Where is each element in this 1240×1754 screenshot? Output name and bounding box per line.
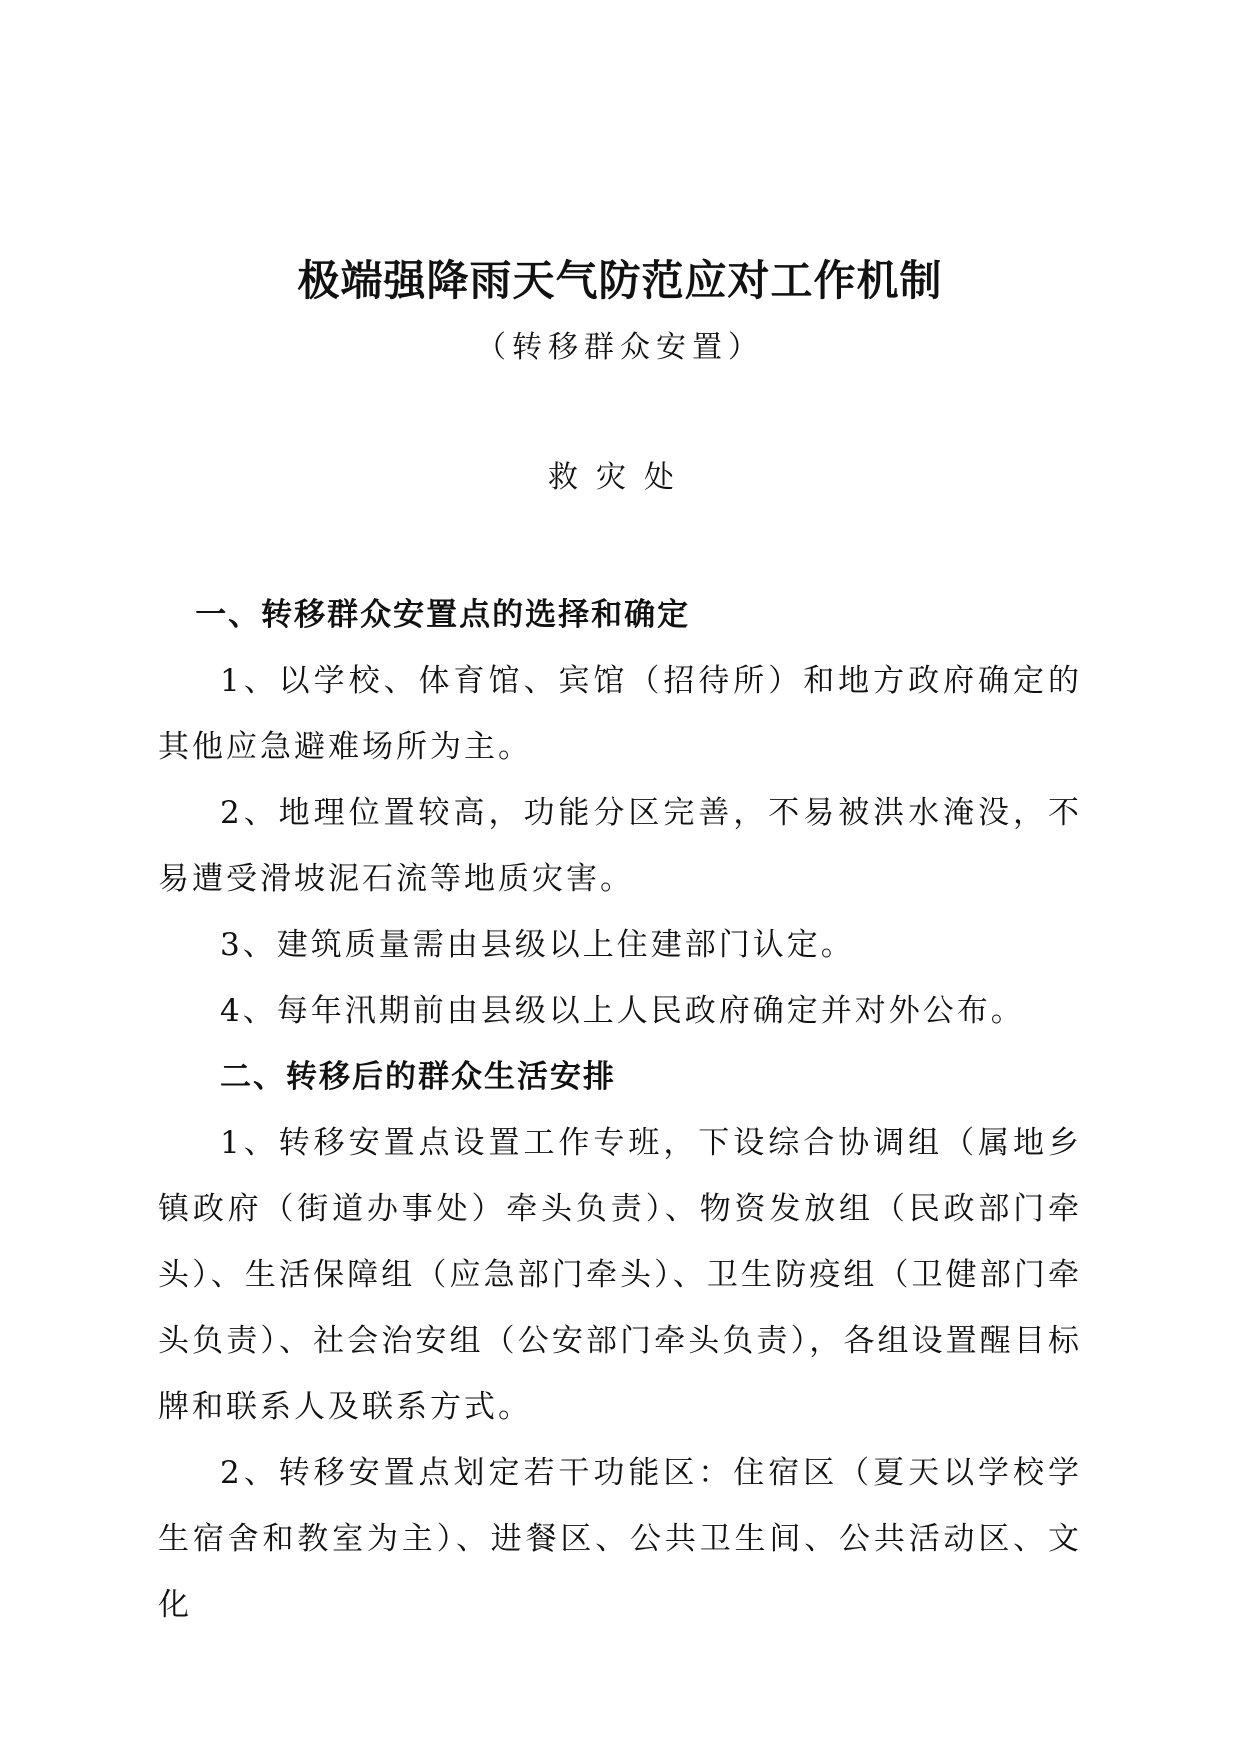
paragraph-1-2: 2、地理位置较高，功能分区完善，不易被洪水淹没，不易遭受滑坡泥石流等地质灾害。 bbox=[158, 795, 1082, 897]
document-title: 极端强降雨天气防范应对工作机制 bbox=[297, 256, 943, 305]
section-heading-1: 一、转移群众安置点的选择和确定 bbox=[195, 597, 691, 633]
section-heading-2: 二、转移后的群众生活安排 bbox=[220, 1059, 616, 1095]
paragraph-1-3: 3、建筑质量需由县级以上住建部门认定。 bbox=[220, 927, 855, 963]
document-body bbox=[158, 582, 1082, 1638]
paragraph-1-4: 4、每年汛期前由县级以上人民政府确定并对外公布。 bbox=[220, 993, 1025, 1029]
paragraph-2-2: 2、转移安置点划定若干功能区：住宿区（夏天以学校学生宿舍和教室为主）、进餐区、公共卫生间、公共活动区、文化 bbox=[158, 1455, 1082, 1623]
paragraph-1-1: 1、以学校、体育馆、宾馆（招待所）和地方政府确定的其他应急避难场所为主。 bbox=[158, 663, 1082, 765]
document-subtitle: （转移群众安置） bbox=[476, 330, 764, 365]
paragraph-2-1: 1、转移安置点设置工作专班，下设综合协调组（属地乡镇政府（街道办事处）牵头负责）、物资发放组（民政部门牵头）、生活保障组（应急部门牵头）、卫生防疫组（卫健部门牵头负责）、社会治安组（公安部门牵头负责），各组设置醒目标牌和联系人及联系方式。 bbox=[158, 1125, 1082, 1425]
issuing-department: 救灾处 bbox=[548, 460, 692, 495]
